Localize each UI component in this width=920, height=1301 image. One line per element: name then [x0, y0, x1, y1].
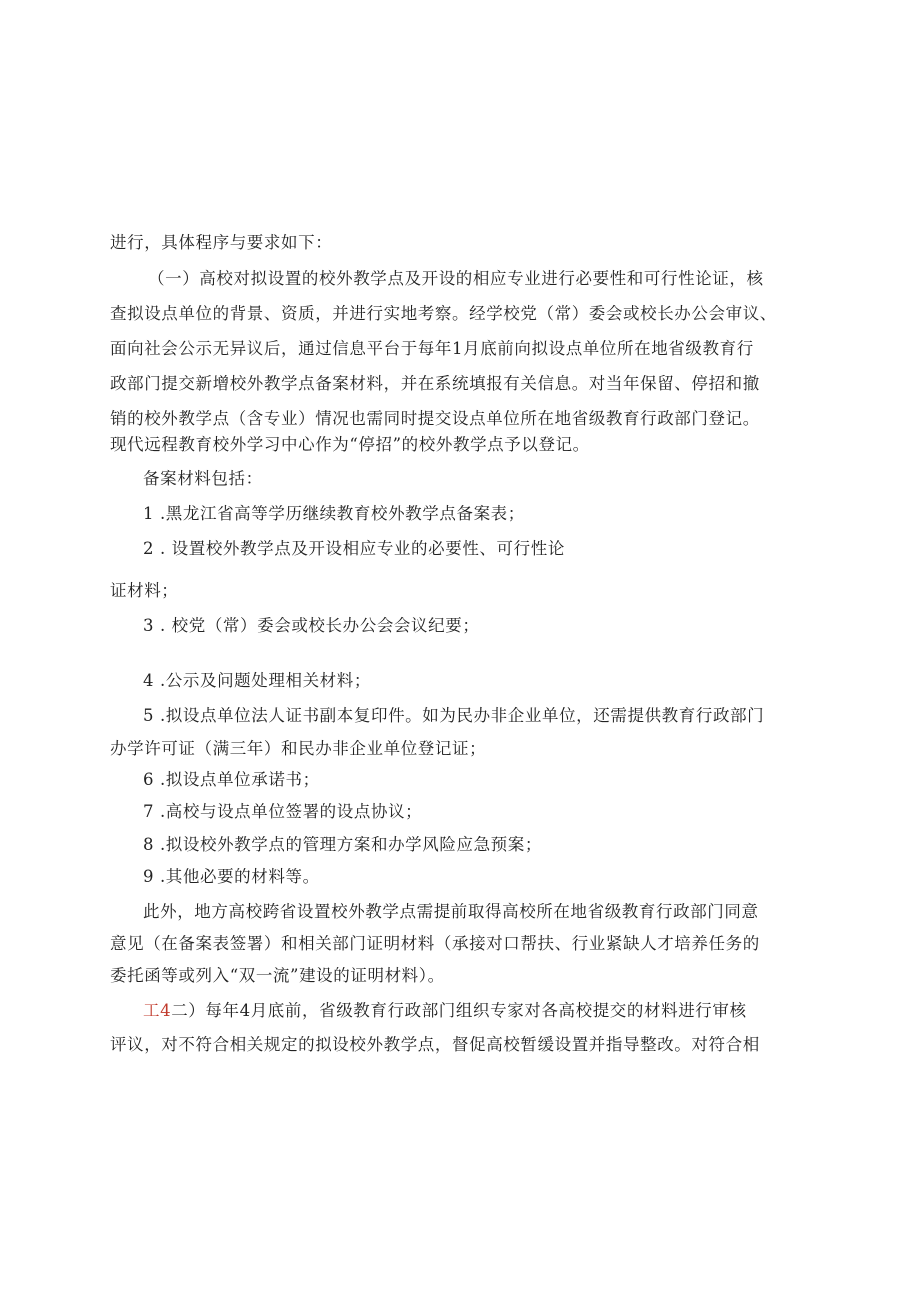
section1-line-3: 面向社会公示无异议后，通过信息平台于每年1月底前向拟设点单位所在地省级教育行	[110, 339, 754, 358]
section2-line-1	[143, 1000, 747, 1022]
material-item-5: 5 .拟设点单位法人证书副本复印件。如为民办非企业单位，还需提供教育行政部门	[143, 706, 765, 725]
material-item-2: 2 . 设置校外教学点及开设相应专业的必要性、可行性论	[143, 539, 565, 558]
extra-line-1: 此外，地方高校跨省设置校外教学点需提前取得高校所在地省级教育行政部门同意	[143, 902, 759, 921]
material-item-5-cont: 办学许可证（满三年）和民办非企业单位登记证；	[110, 739, 487, 758]
section1-line-4: 政部门提交新增校外教学点备案材料，并在系统填报有关信息。对当年保留、停招和撤	[110, 374, 760, 393]
material-item-4: 4 .公示及问题处理相关材料；	[143, 671, 371, 690]
material-item-6: 6 .拟设点单位承诺书；	[143, 770, 320, 789]
materials-heading: 备案材料包括：	[143, 469, 263, 488]
material-item-2-cont: 证材料；	[110, 581, 179, 600]
material-item-9: 9 .其他必要的材料等。	[143, 867, 320, 886]
material-item-1: 1 .黑龙江省高等学历继续教育校外教学点备案表；	[143, 504, 525, 523]
material-item-8: 8 .拟设校外教学点的管理方案和办学风险应急预案；	[143, 835, 542, 854]
material-item-3: 3 . 校党（常）委会或校长办公会会议纪要；	[143, 616, 480, 635]
section2-prefix: 工4	[143, 1001, 172, 1020]
section1-line-2: 查拟设点单位的背景、资质，并进行实地考察。经学校党（常）委会或校长办公会审议、	[110, 304, 777, 323]
section2-line-1-text: 二）每年4月底前，省级教育行政部门组织专家对各高校提交的材料进行审核	[171, 1001, 747, 1020]
section2-line-2: 评议，对不符合相关规定的拟设校外教学点，督促高校暂缓设置并指导整改。对符合相	[110, 1035, 760, 1054]
material-item-7: 7 .高校与设点单位签署的设点协议；	[143, 802, 423, 821]
extra-line-2: 意见（在备案表签署）和相关部门证明材料（承接对口帮扶、行业紧缺人才培养任务的	[110, 934, 760, 953]
section1-line-1: （一）高校对拟设置的校外教学点及开设的相应专业进行必要性和可行性论证，核	[148, 269, 764, 288]
section1-line-6: 现代远程教育校外学习中心作为“停招”的校外教学点予以登记。	[110, 435, 590, 454]
extra-line-3: 委托函等或列入“双一流”建设的证明材料）。	[110, 966, 445, 985]
section1-line-5: 销的校外教学点（含专业）情况也需同时提交设点单位所在地省级教育行政部门登记。	[110, 409, 760, 428]
intro-line: 进行，具体程序与要求如下：	[110, 233, 333, 252]
